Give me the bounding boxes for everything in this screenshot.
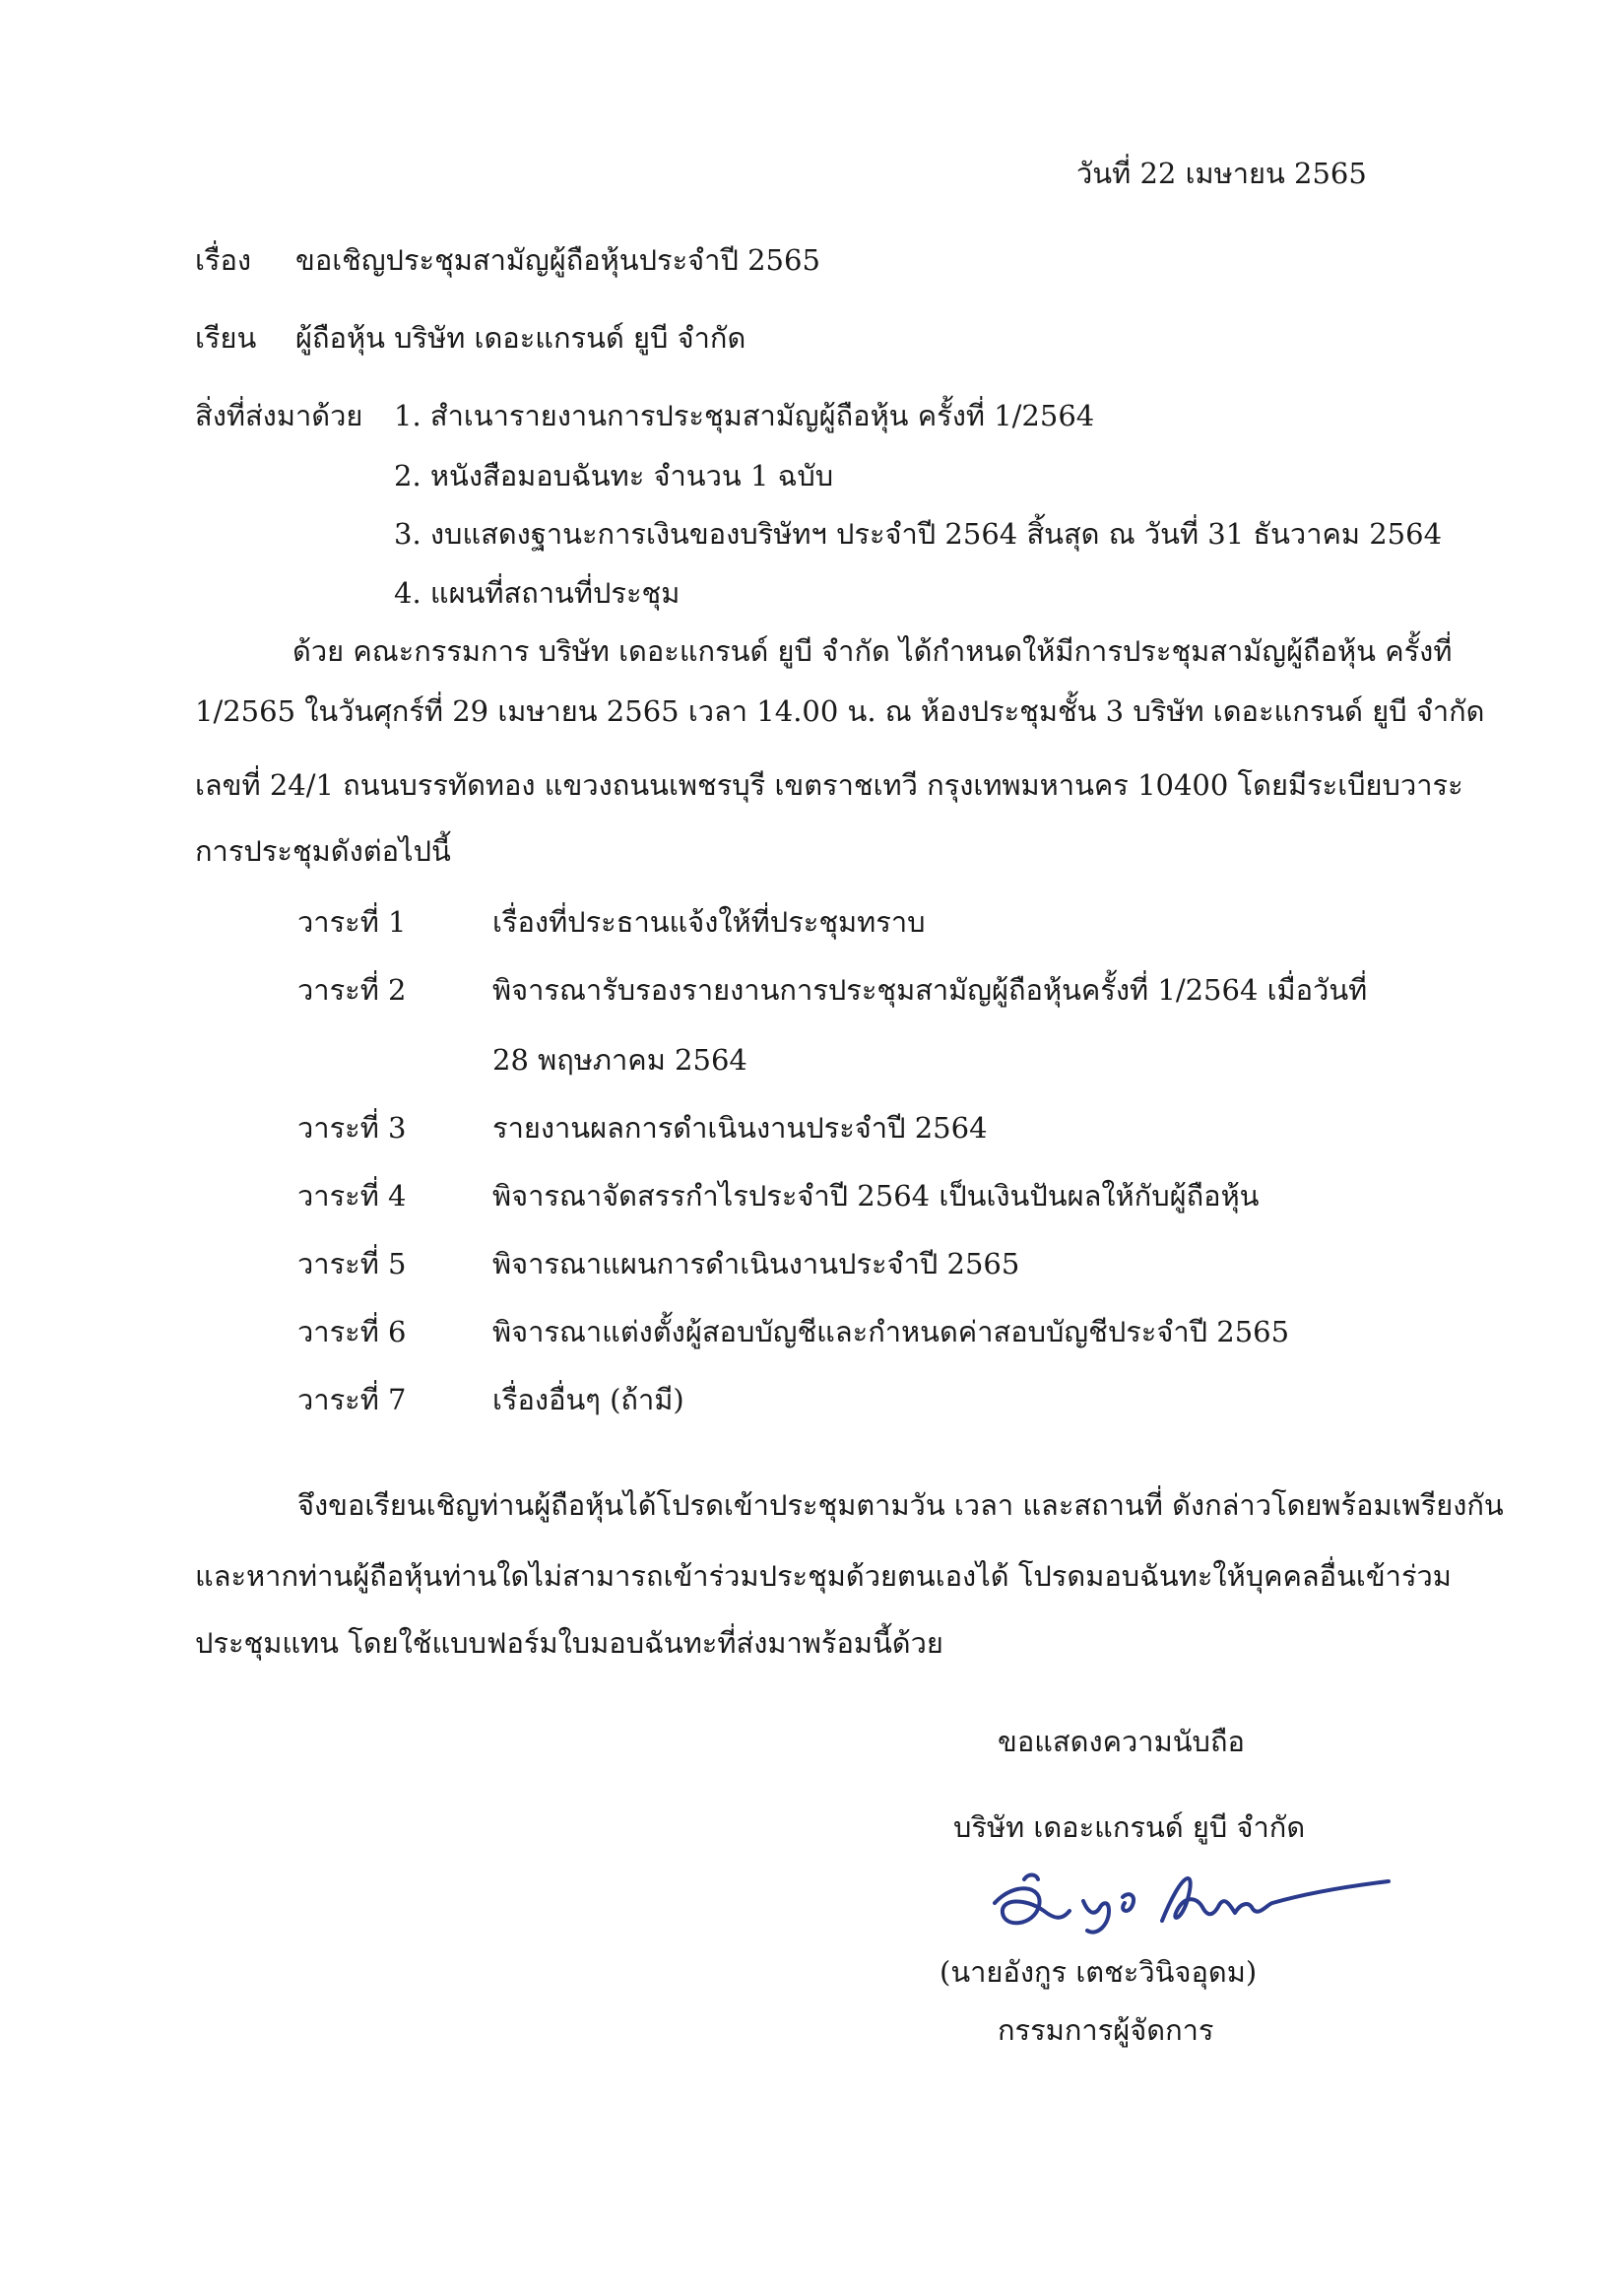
company-name: บริษัท เดอะแกรนด์ ยูบี จำกัด (953, 1810, 1306, 1844)
intro-line: การประชุมดังต่อไปนี้ (195, 834, 451, 868)
intro-line: เลขที่ 24/1 ถนนบรรทัดทอง แขวงถนนเพชรบุรี เขตราชเทวี กรุงเทพมหานคร 10400 โดยมีระเบียบวาระ (195, 768, 1463, 802)
agenda-text: พิจารณาแต่งตั้งผู้สอบบัญชีและกำหนดค่าสอบบัญชีประจำปี 2565 (492, 1315, 1290, 1348)
intro-line: 1/2565 ในวันศุกร์ที่ 29 เมษายน 2565 เวลา 14.00 น. ณ ห้องประชุมชั้น 3 บริษัท เดอะแกรนด์ ยูบี จำกัด (195, 694, 1485, 728)
enclosure-item: 1. สำเนารายงานการประชุมสามัญผู้ถือหุ้น ครั้งที่ 1/2564 (394, 399, 1095, 432)
signature-image (985, 1852, 1398, 1960)
letter-date: วันที่ 22 เมษายน 2565 (1076, 157, 1367, 190)
closing-line: ประชุมแทน โดยใช้แบบฟอร์มใบมอบฉันทะที่ส่งมาพร้อมนี้ด้วย (195, 1626, 943, 1660)
agenda-text: พิจารณาจัดสรรกำไรประจำปี 2564 เป็นเงินปันผลให้กับผู้ถือหุ้น (492, 1179, 1260, 1213)
enclosure-item: 3. งบแสดงฐานะการเงินของบริษัทฯ ประจำปี 2564 สิ้นสุด ณ วันที่ 31 ธันวาคม 2564 (394, 517, 1443, 551)
intro-line: ด้วย คณะกรรมการ บริษัท เดอะแกรนด์ ยูบี จำกัด ได้กำหนดให้มีการประชุมสามัญผู้ถือหุ้น ครั้งที่ (292, 634, 1453, 668)
agenda-text: รายงานผลการดำเนินงานประจำปี 2564 (492, 1111, 988, 1145)
enclosure-item: 4. แผนที่สถานที่ประชุม (394, 576, 681, 610)
agenda-label: วาระที่ 2 (297, 973, 407, 1007)
enclosure-item: 2. หนังสือมอบฉันทะ จำนวน 1 ฉบับ (394, 459, 834, 492)
agenda-text: พิจารณาแผนการดำเนินงานประจำปี 2565 (492, 1247, 1020, 1280)
agenda-label: วาระที่ 1 (297, 905, 407, 939)
agenda-text: พิจารณารับรองรายงานการประชุมสามัญผู้ถือหุ้นครั้งที่ 1/2564 เมื่อวันที่ (492, 973, 1368, 1007)
agenda-text-continued: 28 พฤษภาคม 2564 (492, 1043, 747, 1077)
recipient-text: ผู้ถือหุ้น บริษัท เดอะแกรนด์ ยูบี จำกัด (295, 321, 746, 355)
agenda-label: วาระที่ 7 (297, 1383, 407, 1416)
closing-line: และหากท่านผู้ถือหุ้นท่านใดไม่สามารถเข้าร่วมประชุมด้วยตนเองได้ โปรดมอบฉันทะให้บุคคลอื่นเข้าร่วม (195, 1559, 1452, 1593)
agenda-label: วาระที่ 4 (297, 1179, 407, 1213)
signer-title: กรรมการผู้จัดการ (998, 2013, 1214, 2047)
enclosures-label: สิ่งที่ส่งมาด้วย (195, 399, 363, 432)
agenda-text: เรื่องที่ประธานแจ้งให้ที่ประชุมทราบ (492, 905, 926, 939)
closing-line: จึงขอเรียนเชิญท่านผู้ถือหุ้นได้โปรดเข้าประชุมตามวัน เวลา และสถานที่ ดังกล่าวโดยพร้อมเพรียงกัน (297, 1488, 1504, 1522)
agenda-text: เรื่องอื่นๆ (ถ้ามี) (492, 1383, 684, 1416)
agenda-label: วาระที่ 6 (297, 1315, 407, 1348)
agenda-label: วาระที่ 5 (297, 1247, 407, 1280)
subject-label: เรื่อง (195, 243, 252, 277)
agenda-label: วาระที่ 3 (297, 1111, 407, 1145)
recipient-label: เรียน (195, 321, 257, 355)
regards: ขอแสดงความนับถือ (998, 1725, 1245, 1758)
subject-text: ขอเชิญประชุมสามัญผู้ถือหุ้นประจำปี 2565 (295, 243, 820, 277)
signer-name: (นายอังกูร เตชะวินิจอุดม) (940, 1955, 1258, 1989)
